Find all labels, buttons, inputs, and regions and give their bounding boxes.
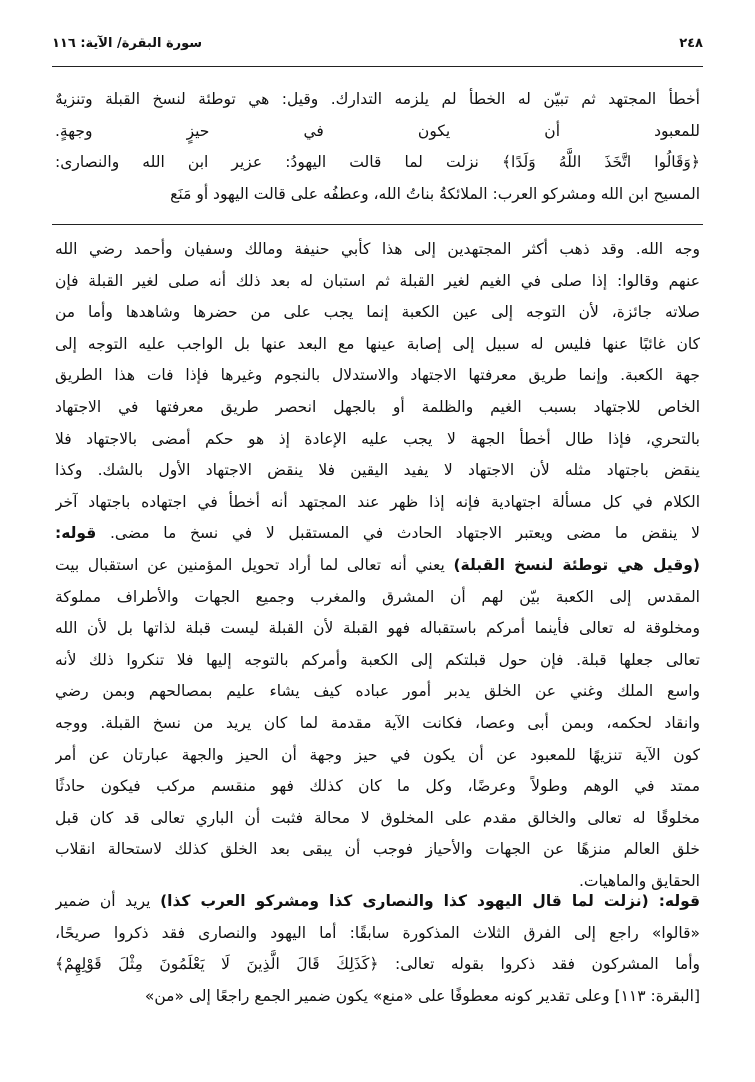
text-line (55, 266, 700, 298)
text-segment: كون الآية تنزيهًا للمعبود عن أن يكون في حيز وجهة أن الحيز والجهة عبارتان عن أمر (55, 745, 700, 764)
bold-text: (نزلت لما قال اليهود كذا والنصارى كذا ومشركو العرب كذا) (160, 892, 649, 910)
page-number: ٢٤٨ (679, 36, 703, 51)
text-segment: «قالوا» راجع إلى الفرق الثلاث المذكورة سابقًا: أما اليهود والنصارى فقد ذكروا صريحًا، (55, 923, 700, 942)
text-line (55, 582, 700, 614)
text-segment: صلاته جائزة، لأن التوجه إلى عين الكعبة إنما يجب على من حضرها وشاهدها وأما من (55, 303, 700, 322)
text-line (55, 392, 700, 424)
text-segment: تعالى جعلها قبلة. فإن حول قبلتكم إلى الكعبة وأمركم بالتوجه إليها فلا تنكروا ذلك لأنه (55, 650, 700, 669)
text-segment: خلق العالم منزهًا عن الجهات والأحياز فوجب أن يبقى بعد الخلق كذلك لاستحالة انقلاب (55, 840, 700, 859)
bold-text: قوله: (648, 892, 700, 910)
text-line (55, 455, 700, 487)
text-line (55, 886, 700, 918)
text-line (55, 981, 700, 1013)
text-line (55, 918, 700, 950)
footnote-divider (52, 224, 703, 225)
text-segment: الكلام في كل مسألة اجتهادية فإنه إذا ظهر عند المجتهد أنه أخطأ في اجتهاده باجتهاد آخر (55, 492, 700, 511)
text-segment: الحقايق والماهيات. (578, 871, 700, 890)
text-segment: واسع الملك وغني عن الخلق يدبر أمور عباده كيف يشاء عليم بمصالحهم وبمن رضي (55, 682, 700, 701)
text-line (55, 329, 700, 361)
text-line (55, 834, 700, 866)
text-segment: ممتد في الوهم وطولاً وعرضًا، وكل ما كان كذلك فهو منقسم مركب فيكون حادثًا (55, 777, 700, 796)
text-segment: لا ينقض ما مضى ويعتبر الاجتهاد الحادث في المستقبل لا في نسخ ما مضى. (96, 524, 700, 543)
text-line (55, 676, 700, 708)
page-header (52, 36, 703, 58)
text-line (55, 771, 700, 803)
commentary-paragraph-2 (55, 886, 700, 1012)
text-line (55, 645, 700, 677)
text-line (55, 949, 700, 981)
text-segment: يعني أنه تعالى لما أراد تحويل المؤمنين عن استقبال بيت (55, 555, 454, 574)
text-segment: أخطأ المجتهد ثم تبيّن له الخطأ لم يلزمه التدارك. وقيل: هي توطئة لنسخ القبلة وتنزيهٌ (55, 90, 700, 108)
header-divider (52, 66, 703, 67)
text-line (55, 740, 700, 772)
text-line (55, 803, 700, 835)
text-segment: [البقرة: ١١٣] وعلى تقدير كونه معطوفًا على «منع» يكون ضمير الجمع راجعًا إلى «من» (144, 986, 700, 1005)
text-line (55, 84, 700, 116)
bold-text: قوله: (55, 524, 97, 543)
text-segment: الخاص للاجتهاد بسبب الغيم والظلمة أو بالجهل انحصر طريق معرفتها في الاجتهاد (55, 397, 700, 416)
text-segment: المسيح ابن الله ومشركو العرب: الملائكةُ بناتُ الله، وعطفُه على قالت اليهود أو مَنَع (170, 184, 700, 203)
text-segment: المقدس إلى الكعبة بيّن لهم أن المشرق والمغرب وجميع الجهات والأطراف مملوكة (55, 587, 700, 606)
running-title: سورة البقرة/ الآية: ١١٦ (52, 36, 203, 51)
text-segment: جهة الكعبة. وإنما طريق معرفتها الاجتهاد والاستدلال بالنجوم وغيرها فإذا فات هذا الطريق (55, 366, 700, 385)
text-segment: نزلت لما قالت اليهودُ: عزير ابن الله والنصارى: (55, 153, 502, 172)
text-line (55, 550, 700, 582)
text-line (55, 147, 700, 179)
text-segment: مخلوقًا له تعالى والخالق مقدم على المخلوق لا محالة فثبت أن الباري تعالى قد كان قبل (55, 808, 700, 827)
bold-text: (وقيل هي توطئة لنسخ القبلة) (453, 555, 700, 574)
text-line (55, 487, 700, 519)
text-segment: وجه الله. وقد ذهب أكثر المجتهدين إلى هذا كأبي حنيفة ومالك وسفيان وأحمد رضي الله (55, 240, 700, 258)
text-segment: ينقض باجتهاد مثله لأن الاجتهاد لا يفيد اليقين فلا ينقض الاجتهاد الأول بالشك. وكذا (55, 461, 700, 480)
text-line (55, 708, 700, 740)
text-line (55, 518, 700, 550)
text-line (55, 297, 700, 329)
text-segment: للمعبود أن يكون في حيزٍ وجهةٍ. (55, 121, 700, 140)
text-line (55, 424, 700, 456)
text-segment: يريد أن ضمير (55, 892, 161, 910)
text-line (55, 234, 700, 266)
text-line (55, 179, 700, 211)
text-segment: بالتحري، فإذا طال أخطأ الجهة لا يجب عليه الإعادة إذ هو حكم أمضى بالاجتهاد فلا (55, 429, 700, 448)
main-text (55, 84, 700, 210)
quran-quote: ﴿كَذَلِكَ قَالَ الَّذِينَ لَا يَعْلَمُونَ مِثْلَ قَوْلِهِمْ﴾ (55, 955, 379, 974)
text-line (55, 360, 700, 392)
text-line (55, 116, 700, 148)
quran-quote: ﴿وَقَالُوا اتَّخَذَ اللَّهُ وَلَدًا﴾ (501, 153, 700, 172)
commentary-paragraph-1 (55, 234, 700, 897)
text-segment: كان غائبًا عنها فليس له سبيل إلى إصابة عينها مع البعد عنها بل الواجب عليه التوجه إلى (55, 334, 700, 353)
text-segment: عنهم وقالوا: إذا صلى في الغيم لغير القبلة ثم استبان له بعد ذلك أنه صلى لغير القبلة فإن (55, 271, 700, 290)
text-line (55, 613, 700, 645)
text-segment: وأما المشركون فقد ذكروا بقوله تعالى: (378, 955, 700, 974)
text-segment: وانقاد لحكمه، وبمن أبى وعصا، فكانت الآية مقدمة لما كان يريد من نسخ القبلة. ووجه (55, 713, 700, 732)
text-segment: ومخلوقة له تعالى فأينما أمركم باستقباله فهو القبلة لأن القبلة ليست قبلة لذاتها بل لأن الله (55, 619, 700, 638)
